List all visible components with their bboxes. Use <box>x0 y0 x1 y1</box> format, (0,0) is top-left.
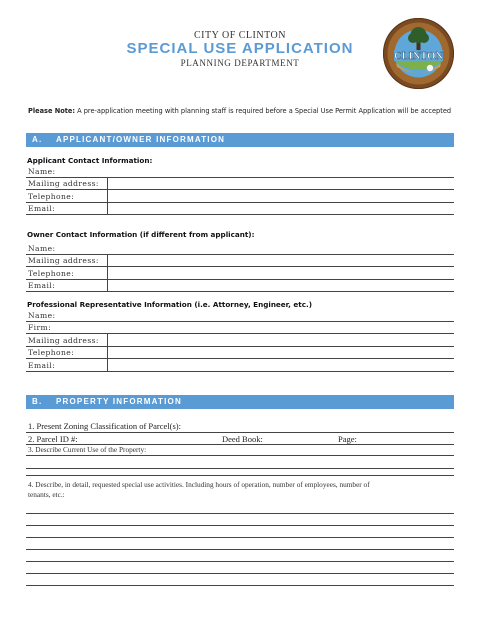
owner-mailing-address-field[interactable] <box>26 255 454 268</box>
field-label: Email: <box>28 281 56 290</box>
section-a-header <box>26 133 454 147</box>
deed-book-label: Deed Book: <box>222 434 263 444</box>
field-label: Mailing address: <box>28 335 99 345</box>
svg-text:CLINTON: CLINTON <box>394 51 443 62</box>
representative-name-field[interactable] <box>26 309 454 322</box>
parcel-info-field[interactable] <box>26 433 454 445</box>
zoning-classification-field[interactable] <box>26 421 454 433</box>
field-label: Telephone: <box>28 268 75 278</box>
current-use-line[interactable] <box>26 469 454 476</box>
section-b-letter: B. <box>32 397 43 406</box>
current-use-label-row <box>26 445 454 456</box>
field-label: Telephone: <box>28 348 75 357</box>
field-label: Mailing address: <box>28 256 99 265</box>
page-title: SPECIAL USE APPLICATION <box>126 40 354 57</box>
applicant-name-field[interactable] <box>26 165 454 178</box>
section-a-letter: A. <box>32 135 43 144</box>
field-label: Email: <box>28 204 56 213</box>
section-b-title: PROPERTY INFORMATION <box>56 397 182 406</box>
special-use-description-label: 4. Describe, in detail, requested special use activities. Including hours of operation, number of employees, number of tenants, etc.: <box>28 480 370 499</box>
owner-email-field[interactable] <box>26 280 454 293</box>
current-use-line[interactable] <box>26 456 454 469</box>
description-line[interactable] <box>26 562 454 574</box>
description-line[interactable] <box>26 538 454 550</box>
field-label: Name: <box>28 310 56 320</box>
description-line[interactable] <box>26 514 454 526</box>
applicant-contact-heading: Applicant Contact Information: <box>27 156 153 165</box>
description-line[interactable] <box>26 502 454 514</box>
applicant-mailing-address-field[interactable] <box>26 178 454 191</box>
representative-firm-field[interactable] <box>26 322 454 335</box>
section-b-header <box>26 395 454 409</box>
field-label: Name: <box>28 166 56 176</box>
owner-telephone-field[interactable] <box>26 267 454 280</box>
section-a-title: APPLICANT/OWNER INFORMATION <box>56 135 226 144</box>
parcel-id-label: 2. Parcel ID #: <box>28 434 78 444</box>
owner-contact-heading: Owner Contact Information (if different from applicant): <box>27 230 255 239</box>
pre-application-note <box>28 106 452 116</box>
representative-email-field[interactable] <box>26 359 454 372</box>
representative-mailing-address-field[interactable] <box>26 334 454 347</box>
city-name: CITY OF CLINTON <box>194 30 286 41</box>
note-text: A pre-application meeting with planning staff is required before a Special Use Permit Application will be accepted <box>77 107 452 115</box>
owner-name-field[interactable] <box>26 242 454 255</box>
applicant-email-field[interactable] <box>26 203 454 216</box>
page-label: Page: <box>338 434 357 444</box>
special-use-description-label-row <box>26 478 454 502</box>
applicant-telephone-field[interactable] <box>26 190 454 203</box>
current-use-label: 3. Describe Current Use of the Property: <box>28 445 147 454</box>
field-label: Firm: <box>28 323 52 332</box>
field-label: Telephone: <box>28 191 75 201</box>
representative-heading: Professional Representative Information (i.e. Attorney, Engineer, etc.) <box>27 300 312 309</box>
field-label: Email: <box>28 360 56 370</box>
description-line[interactable] <box>26 526 454 538</box>
representative-telephone-field[interactable] <box>26 347 454 360</box>
description-line[interactable] <box>26 550 454 562</box>
field-label: Mailing address: <box>28 179 99 188</box>
zoning-classification-label: 1. Present Zoning Classification of Parcel(s): <box>28 421 181 431</box>
department-name: PLANNING DEPARTMENT <box>180 58 300 68</box>
description-line[interactable] <box>26 574 454 586</box>
city-seal-logo <box>382 17 455 90</box>
note-label: Please Note: <box>28 107 76 115</box>
field-label: Name: <box>28 243 56 253</box>
